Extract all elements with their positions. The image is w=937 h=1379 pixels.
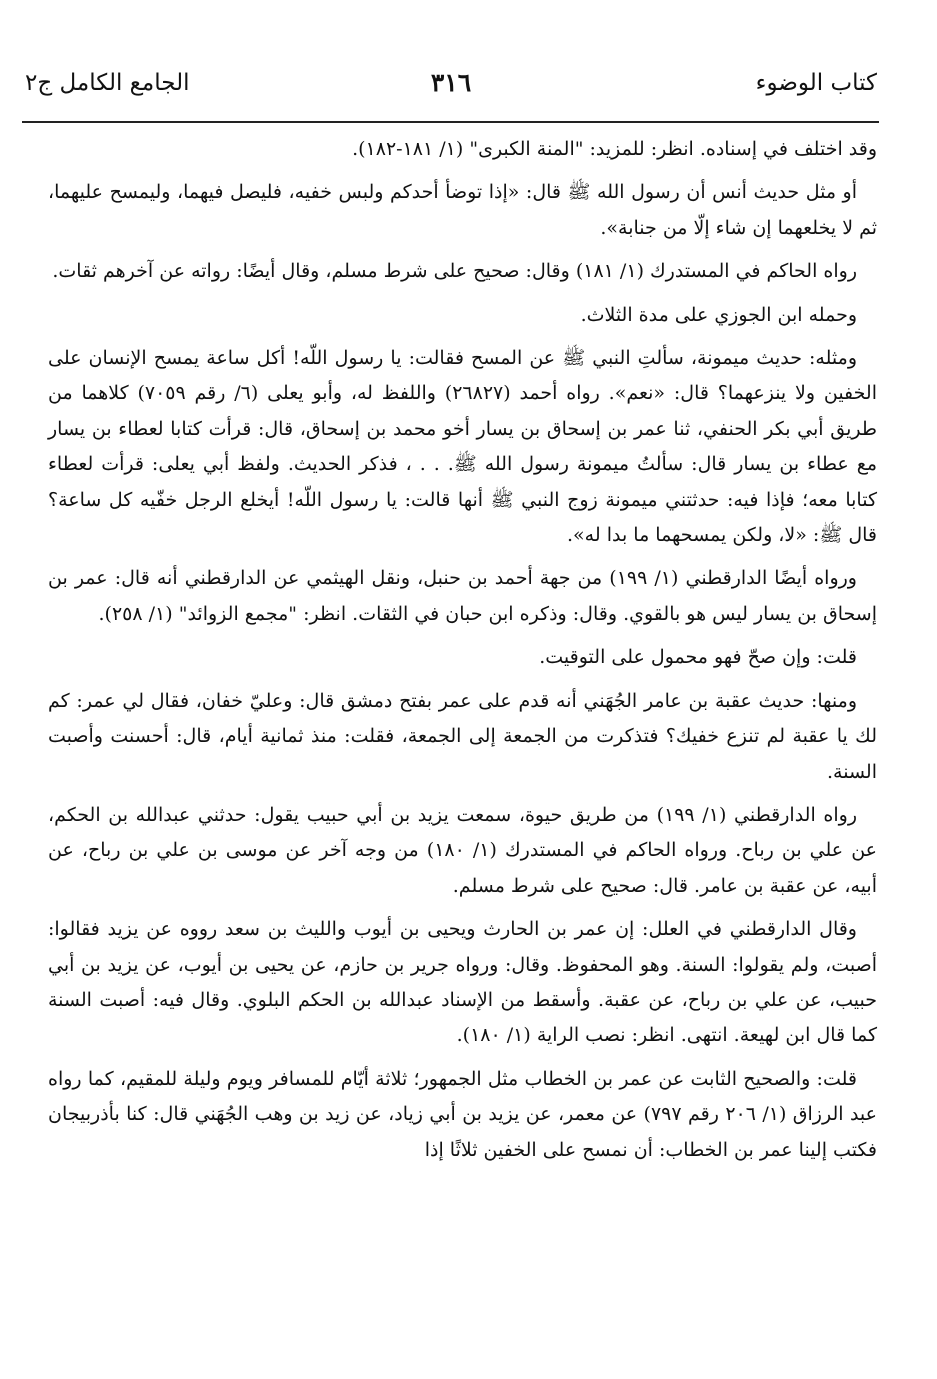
page-number: ٣١٦: [430, 68, 472, 97]
page-body: [48, 132, 877, 1168]
paragraph: وحمله ابن الجوزي على مدة الثلاث.: [580, 303, 857, 326]
paragraph: ومثله: حديث ميمونة، سألتِ النبي ﷺ عن المسح فقالت: يا رسول اللّه! أكل ساعة يمسح الإنسان على الخفين ولا ينزعهما؟ قال: «نعم». رواه أحمد (٢٦٨٢٧) واللفظ له، وأبو يعلى (٦/ رقم ٧٠٥٩) كلاهما من طريق أبي بكر الحنفي، ثنا عمر بن إسحاق بن يسار أخو محمد بن إسحاق، قال: قرأت كتابا لعطاء بن يسار مع عطاء بن يسار قال: سألتُ ميمونة رسول الله ﷺ. . . ، فذكر الحديث. ولفظ أبي يعلى: قرأت لعطاء كتابا معه؛ فإذا فيه: حدثتني ميمونة زوج النبي ﷺ أنها قالت: يا رسول اللّه! أيخلع الرجل خفّيه كل ساعة؟ قال ﷺ: «لا، ولكن يمسحهما ما بدا له».: [48, 347, 877, 547]
chapter-title: كتاب الوضوء: [755, 70, 877, 96]
paragraph: وقال الدارقطني في العلل: إن عمر بن الحارث ويحيى بن أيوب والليث بن سعد رووه عن يزيد فقالوا: أصبت، ولم يقولوا: السنة. وهو المحفوظ. وقال: ورواه جرير بن حازم، عن يحيى بن أيوب، عن يزيد بن أبي حبيب، عن علي بن رباح، عن عقبة. وأسقط من الإسناد عبدالله بن الحكم البلوي. وقال فيه: أصبت السنة كما قال ابن لهيعة. انتهى. انظر: نصب الراية (١/ ١٨٠).: [48, 918, 877, 1047]
paragraph: رواه الحاكم في المستدرك (١/ ١٨١) وقال: صحيح على شرط مسلم، وقال أيضًا: رواته عن آخرهم ثقات.: [52, 260, 857, 283]
book-title: الجامع الكامل ج٢: [25, 70, 190, 96]
paragraph: قلت: وإن صحّ فهو محمول على التوقيت.: [539, 646, 857, 669]
paragraph: ومنها: حديث عقبة بن عامر الجُهَني أنه قدم على عمر بفتح دمشق قال: وعليّ خفان، فقال لي عمر: كم لك يا عقبة لم تنزع خفيك؟ فتذكرت من الجمعة إلى الجمعة، فقلت: منذ ثمانية أيام، قال: أحسنت وأصبت السنة.: [48, 689, 877, 783]
paragraph: رواه الدارقطني (١/ ١٩٩) من طريق حيوة، سمعت يزيد بن أبي حبيب يقول: حدثني عبدالله بن الحكم، عن علي بن رباح. ورواه الحاكم في المستدرك (١/ ١٨٠) من وجه آخر عن موسى بن علي بن رباح، عن أبيه، عن عقبة بن عامر. قال: صحيح على شرط مسلم.: [48, 803, 877, 897]
paragraph: أو مثل حديث أنس أن رسول الله ﷺ قال: «إذا توضأ أحدكم ولبس خفيه، فليصل فيهما، وليمسح عليهما، ثم لا يخلعهما إن شاء إلّا من جنابة».: [48, 181, 877, 239]
paragraph: وقد اختلف في إسناده. انظر: للمزيد: "المنة الكبرى" (١/ ١٨١-١٨٢).: [352, 138, 877, 160]
header-rule: [22, 121, 879, 123]
paragraph: قلت: والصحيح الثابت عن عمر بن الخطاب مثل الجمهور؛ ثلاثة أيّام للمسافر ويوم وليلة للمقيم، كما رواه عبد الرزاق (١/ ٢٠٦ رقم ٧٩٧) عن معمر، عن يزيد بن أبي زياد، عن زيد بن وهب الجُهَني قال: كنا بأذربيجان فكتب إلينا عمر بن الخطاب: أن نمسح على الخفين ثلاثًا إذا: [48, 1067, 877, 1161]
page-header: [25, 66, 877, 116]
paragraph: ورواه أيضًا الدارقطني (١/ ١٩٩) من جهة أحمد بن حنبل، ونقل الهيثمي عن الدارقطني أنه قال: عمر بن إسحاق بن يسار ليس هو بالقوي. وقال: وذكره ابن حبان في الثقات. انظر: "مجمع الزوائد" (١/ ٢٥٨).: [48, 567, 877, 625]
